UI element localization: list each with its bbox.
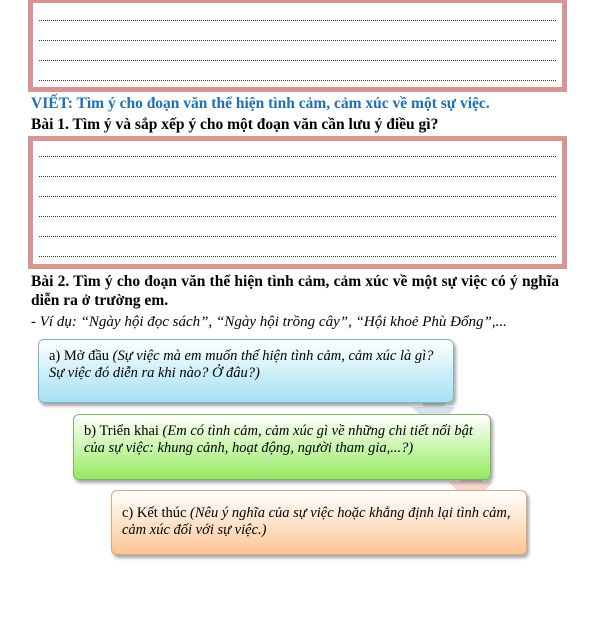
step-label: c) Kết thúc: [122, 505, 187, 521]
dotted-line: [39, 216, 556, 217]
dotted-line: [39, 256, 556, 257]
dotted-line: [39, 60, 556, 61]
dotted-line: [39, 156, 556, 157]
dotted-line: [39, 176, 556, 177]
outline-step-intro: [38, 339, 454, 403]
outline-step-conclusion: [111, 490, 527, 555]
answer-box-exercise-1[interactable]: [28, 136, 567, 269]
dotted-line: [39, 196, 556, 197]
exercise-1-title: Bài 1. Tìm ý và sắp xếp ý cho một đoạn văn cần lưu ý điều gì?: [31, 116, 439, 133]
step-label: b) Triển khai: [84, 423, 159, 439]
section-heading-viet: VIẾT: Tìm ý cho đoạn văn thể hiện tình cảm, cảm xúc về một sự việc.: [31, 95, 490, 112]
step-label: a) Mở đầu: [49, 348, 110, 364]
example-text: - Ví dụ: “Ngày hội đọc sách”, “Ngày hội trồng cây”, “Hội khoẻ Phù Đổng”,...: [31, 314, 507, 330]
step-description: (Sự việc mà em muốn thể hiện tình cảm, cảm xúc là gì? Sự việc đó diễn ra khi nào? Ở đâu?): [49, 348, 434, 381]
step-description: (Em có tình cảm, cảm xúc gì về những chi tiết nổi bật của sự việc: khung cảnh, hoạt động, người tham gia,...?): [84, 423, 473, 456]
answer-box-top[interactable]: [28, 0, 567, 92]
step-description: (Nêu ý nghĩa của sự việc hoặc khẳng định lại tình cảm, cảm xúc đối với sự việc.): [122, 505, 511, 538]
dotted-line: [39, 80, 556, 81]
dotted-line: [39, 20, 556, 21]
dotted-line: [39, 40, 556, 41]
exercise-2-title: Bài 2. Tìm ý cho đoạn văn thể hiện tình cảm, cảm xúc về một sự việc có ý nghĩa diễn ra ở trường em.: [31, 273, 559, 309]
dotted-line: [39, 236, 556, 237]
outline-step-body: [73, 414, 491, 480]
